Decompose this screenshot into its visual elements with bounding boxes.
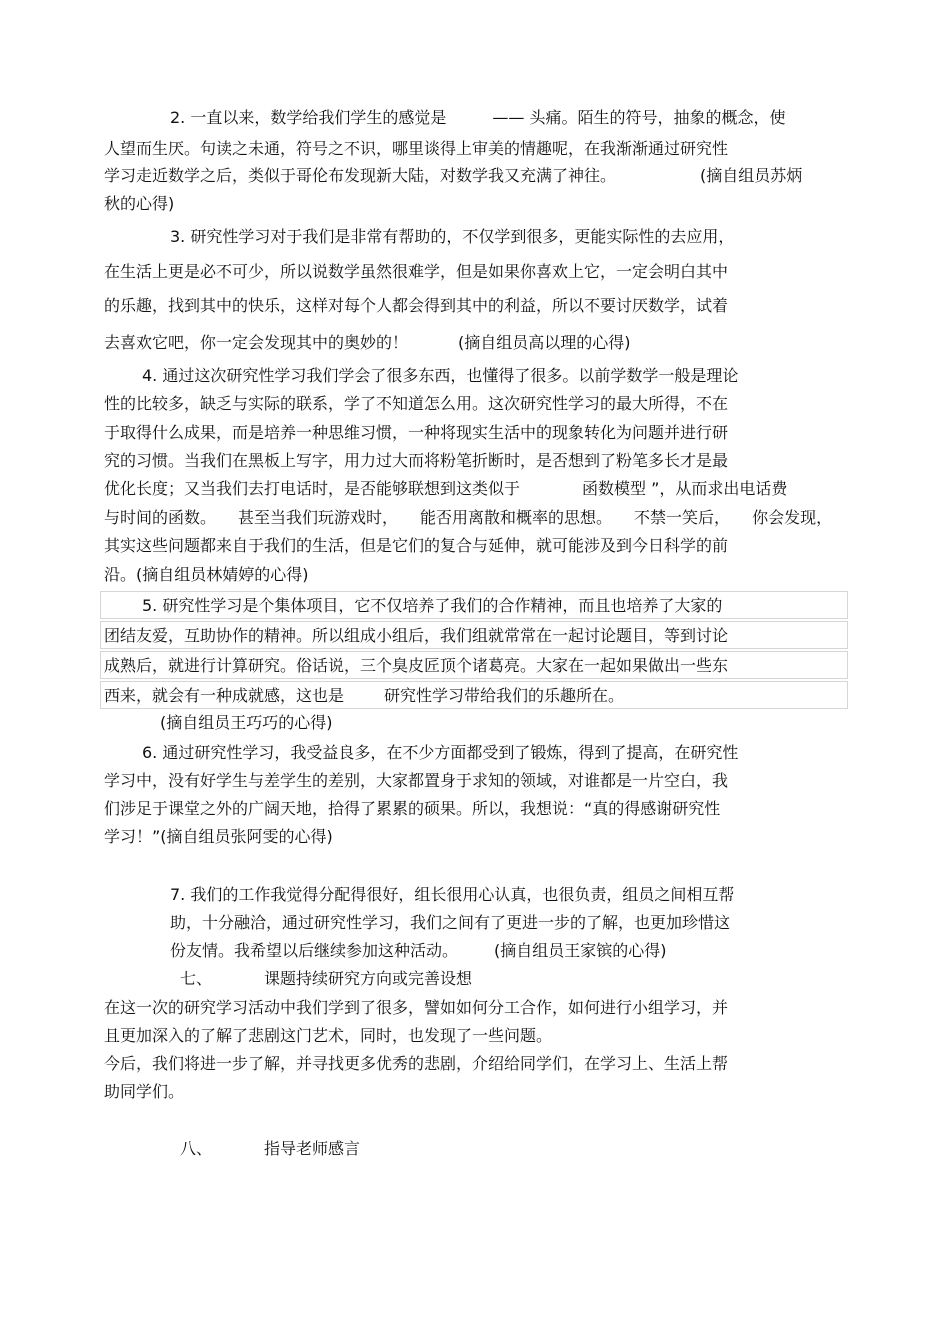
- p2-line-2: 人望而生厌。句读之未通，符号之不识，哪里谈得上审美的情趣呢，在我渐渐通过研究性: [104, 139, 729, 158]
- p3-line-3: 的乐趣，找到其中的快乐，这样对每个人都会得到其中的利益，所以不要讨厌数学，试着: [104, 296, 729, 315]
- s7-line-2: 且更加深入的了解了悲剧这门艺术，同时，也发现了一些问题。: [104, 1026, 553, 1045]
- s7-line-1: 在这一次的研究学习活动中我们学到了很多，譬如如何分工合作，如何进行小组学习，并: [104, 998, 729, 1017]
- p4-line-6: 与时间的函数。 甚至当我们玩游戏时， 能否用离散和概率的思想。 不禁一笑后， 你会发现，: [104, 508, 833, 527]
- p5-line-3: 成熟后，就进行计算研究。俗话说，三个臭皮匠顶个诸葛亮。大家在一起如果做出一些东: [104, 656, 729, 675]
- p2-line-4: 秋的心得): [104, 194, 175, 213]
- p6-line-3: 们涉足于课堂之外的广阔天地，拾得了累累的硕果。所以，我想说：“真的得感谢研究性: [104, 799, 721, 818]
- section-8-number: 八、: [180, 1139, 213, 1158]
- p7-line-3: 份友情。我希望以后继续参加这种活动。 (摘自组员王家镔的心得): [170, 941, 667, 960]
- p6-line-1: 6. 通过研究性学习，我受益良多，在不少方面都受到了锻炼，得到了提高，在研究性: [142, 743, 739, 762]
- p3-line-4: 去喜欢它吧，你一定会发现其中的奥妙的！ (摘自组员高以理的心得): [104, 333, 631, 352]
- p4-line-4: 究的习惯。当我们在黑板上写字，用力过大而将粉笔折断时，是否想到了粉笔多长才是最: [104, 451, 729, 470]
- p7-line-2: 助，十分融洽，通过研究性学习，我们之间有了更进一步的了解，也更加珍惜这: [170, 913, 731, 932]
- section-8-title: 指导老师感言: [264, 1139, 361, 1158]
- p2-line-1: 2. 一直以来，数学给我们学生的感觉是 —— 头痛。陌生的符号，抽象的概念，使: [170, 108, 786, 127]
- p3-line-2: 在生活上更是必不可少，所以说数学虽然很难学，但是如果你喜欢上它，一定会明白其中: [104, 262, 729, 281]
- p4-line-5: 优化长度；又当我们去打电话时，是否能够联想到这类似于 函数模型 ”，从而求出电话费: [104, 479, 788, 498]
- section-7-number: 七、: [180, 969, 213, 988]
- p2-line-3: 学习走近数学之后，类似于哥伦布发现新大陆，对数学我又充满了神往。 (摘自组员苏炳: [104, 166, 803, 185]
- section-8-heading: [180, 1139, 360, 1159]
- p4-line-8: 沿。(摘自组员林婧婷的心得): [104, 565, 309, 584]
- p4-line-7: 其实这些问题都来自于我们的生活，但是它们的复合与延伸，就可能涉及到今日科学的前: [104, 536, 729, 555]
- p3-line-1: 3. 研究性学习对于我们是非常有帮助的，不仅学到很多，更能实际性的去应用，: [170, 227, 735, 246]
- s7-line-4: 助同学们。: [104, 1082, 185, 1101]
- s7-line-3: 今后，我们将进一步了解，并寻找更多优秀的悲剧，介绍给同学们，在学习上、生活上帮: [104, 1054, 729, 1073]
- p5-line-5: (摘自组员王巧巧的心得): [160, 713, 333, 732]
- p6-line-2: 学习中，没有好学生与差学生的差别，大家都置身于求知的领域，对谁都是一片空白，我: [104, 771, 729, 790]
- p5-line-4: 西来，就会有一种成就感，这也是 研究性学习带给我们的乐趣所在。: [104, 686, 625, 705]
- p4-line-1: 4. 通过这次研究性学习我们学会了很多东西，也懂得了很多。以前学数学一般是理论: [142, 366, 739, 385]
- p6-line-4: 学习！”(摘自组员张阿雯的心得): [104, 827, 333, 846]
- p4-line-2: 性的比较多，缺乏与实际的联系，学了不知道怎么用。这次研究性学习的最大所得，不在: [104, 394, 729, 413]
- p4-line-3: 于取得什么成果，而是培养一种思维习惯，一种将现实生活中的现象转化为问题并进行研: [104, 423, 729, 442]
- p5-line-1: 5. 研究性学习是个集体项目，它不仅培养了我们的合作精神，而且也培养了大家的: [142, 596, 723, 615]
- p7-line-1: 7. 我们的工作我觉得分配得很好，组长很用心认真，也很负责，组员之间相互帮: [170, 885, 735, 904]
- section-7-title: 课题持续研究方向或完善设想: [264, 969, 473, 988]
- p5-line-2: 团结友爱，互助协作的精神。所以组成小组后，我们组就常常在一起讨论题目，等到讨论: [104, 626, 729, 645]
- section-7-heading: [180, 969, 472, 989]
